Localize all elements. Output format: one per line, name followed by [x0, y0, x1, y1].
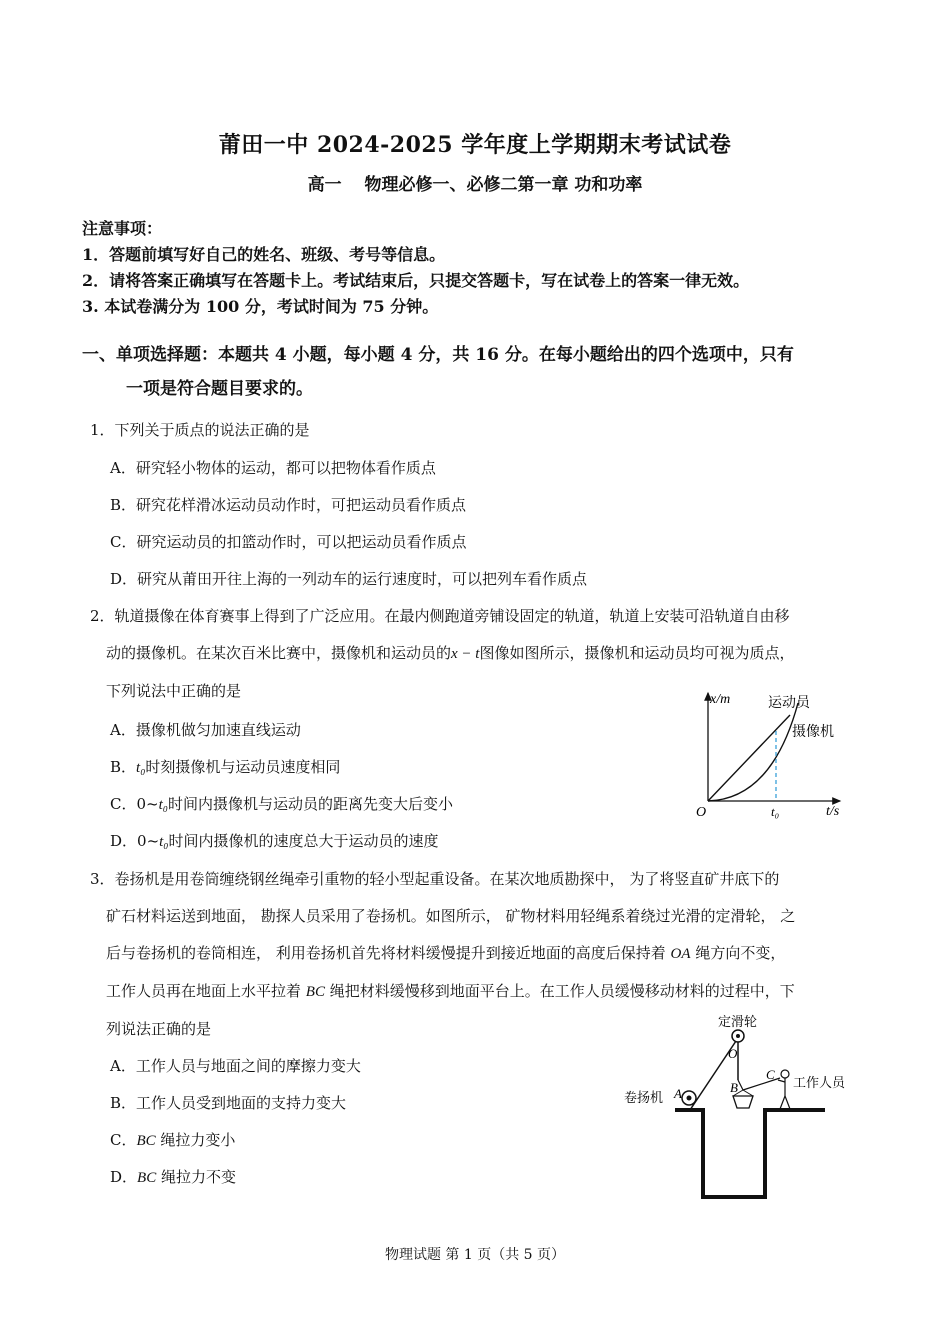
q3-option-a: A．工作人员与地面之间的摩擦力变大: [110, 1057, 361, 1075]
worker-icon: [781, 1070, 789, 1078]
section-heading-line2: 一项是符合题目要求的。: [126, 379, 313, 399]
q1-option-d: D．研究从莆田开往上海的一列动车的运行速度时，可以把列车看作质点: [110, 570, 588, 588]
q2-option-c: C．0~t₀时间内摄像机与运动员的距离先变大后变小: [110, 795, 453, 813]
pulley-label: 定滑轮: [718, 1014, 758, 1029]
point-o-label: O: [728, 1046, 738, 1061]
section-heading-line1: 一、单项选择题：本题共 4 小题，每小题 4 分，共 16 分。在每小题给出的四个选项中，只有: [82, 345, 794, 365]
exam-subtitle: 高一 物理必修一、必修二第一章 功和功率: [307, 175, 643, 195]
q3-stem-line4: 工作人员再在地面上水平拉着 BC 绳把材料缓慢移到地面平台上。在工作人员缓慢移动材料的过程中，下: [106, 982, 795, 1000]
q2-stem-line2: 动的摄像机。在某次百米比赛中，摄像机和运动员的x − t图像如图所示，摄像机和运动员均可视为质点，: [106, 644, 795, 662]
notice-heading: 注意事项：: [82, 219, 163, 238]
point-c-label: C: [766, 1067, 775, 1082]
notice-item: 1．答题前填写好自己的姓名、班级、考号等信息。: [82, 245, 446, 264]
y-axis-label: x/m: [710, 692, 731, 707]
notice-item: 2．请将答案正确填写在答题卡上。考试结束后，只提交答题卡，写在试卷上的答案一律无效。: [82, 271, 750, 290]
q2-option-d: D．0~t₀时间内摄像机的速度总大于运动员的速度: [110, 832, 439, 850]
q3-winch-figure: [620, 1010, 870, 1205]
q3-stem-line1: 3．卷扬机是用卷筒缠绕钢丝绳牵引重物的轻小型起重设备。在某次地质勘探中， 为了将竖直矿井底下的: [90, 870, 780, 888]
athlete-label: 运动员: [768, 696, 810, 711]
q2-stem-line1: 2．轨道摄像在体育赛事上得到了广泛应用。在最内侧跑道旁铺设固定的轨道，轨道上安装可沿轨道自由移: [90, 607, 790, 625]
notice-item: 3. 本试卷满分为 100 分，考试时间为 75 分钟。: [82, 297, 439, 316]
camera-label: 摄像机: [792, 725, 834, 740]
material-bucket-icon: [733, 1096, 753, 1108]
t0-label: t₀: [771, 804, 780, 819]
ground-and-pit: [675, 1110, 825, 1197]
worker-label: 工作人员: [793, 1075, 846, 1090]
question-1-stem: 1．下列关于质点的说法正确的是: [90, 421, 310, 439]
point-b-label: B: [730, 1080, 738, 1095]
q3-option-b: B．工作人员受到地面的支持力变大: [110, 1094, 347, 1112]
q2-stem-line3: 下列说法中正确的是: [106, 682, 242, 700]
q1-option-c: C．研究运动员的扣篮动作时，可以把运动员看作质点: [110, 533, 467, 551]
q3-option-d: D．BC 绳拉力不变: [110, 1168, 236, 1186]
q2-xt-graph: [690, 685, 860, 825]
q3-stem-line2: 矿石材料运送到地面， 勘探人员采用了卷扬机。如图所示， 矿物材料用轻绳系着绕过光滑的定滑轮， 之: [106, 907, 796, 925]
page-footer: 物理试题 第 1 页（共 5 页）: [384, 1247, 566, 1263]
section-heading: [82, 338, 882, 406]
q1-option-a: A．研究轻小物体的运动，都可以把物体看作质点: [110, 459, 436, 477]
q3-stem-line3: 后与卷扬机的卷筒相连， 利用卷扬机首先将材料缓慢提升到接近地面的高度后保持着 OA 绳方向不变，: [106, 944, 786, 962]
q3-option-c: C．BC 绳拉力变小: [110, 1131, 236, 1149]
q1-option-b: B．研究花样滑冰运动员动作时，可把运动员看作质点: [110, 496, 467, 514]
winch-label: 卷扬机: [624, 1090, 664, 1105]
q2-option-a: A．摄像机做匀加速直线运动: [110, 721, 301, 739]
point-a-label: A: [674, 1086, 682, 1101]
xt-symbol: x − t: [451, 646, 480, 662]
q3-stem-line5: 列说法正确的是: [106, 1020, 212, 1038]
x-axis-label: t/s: [826, 804, 840, 819]
origin-label: O: [696, 805, 707, 820]
exam-title: 莆田一中 2024-2025 学年度上学期期末考试试卷: [218, 132, 732, 158]
q2-option-b: B．t₀时刻摄像机与运动员速度相同: [110, 758, 341, 776]
